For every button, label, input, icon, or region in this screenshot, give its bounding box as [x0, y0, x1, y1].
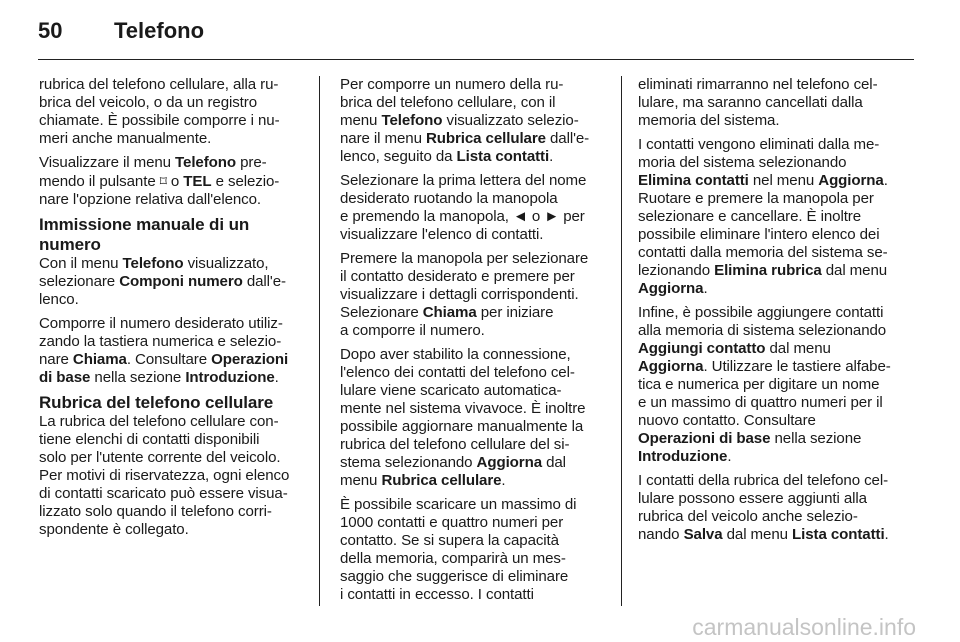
text-line: Introduzione. [638, 448, 732, 465]
text-line: 1000 contatti e quattro numeri per [340, 514, 564, 531]
text-line: chiamate. È possibile comporre i nu- [39, 112, 280, 129]
text-line: brica del telefono cellulare, con il [340, 94, 556, 111]
text-line: nare il menu Rubrica cellulare dall'e- [340, 130, 590, 147]
section-heading: Immissione manuale di un numero [39, 215, 250, 254]
column-3 [638, 76, 913, 550]
text-line: Selezionare Chiama per iniziare [340, 304, 554, 321]
text-line: Ruotare e premere la manopola per [638, 190, 874, 207]
watermark: carmanualsonline.info [692, 614, 916, 640]
text-line: Visualizzare il menu Telefono pre- [39, 154, 267, 171]
text-line: Con il menu Telefono visualizzato, [39, 255, 269, 272]
text-line: lezionando Elimina rubrica dal menu [638, 262, 888, 279]
text-line: rubrica del telefono cellulare, alla ru- [39, 76, 279, 93]
text-line: lenco, seguito da Lista contatti. [340, 148, 554, 165]
text-line: selezionare e cancellare. È inoltre [638, 208, 862, 225]
text-line: mente nel sistema vivavoce. È inoltre [340, 400, 586, 417]
text-line: Infine, è possibile aggiungere contatti [638, 304, 884, 321]
text-line: nare Chiama. Consultare Operazioni [39, 351, 289, 368]
paragraph [340, 346, 610, 490]
column-1 [39, 76, 309, 545]
text-line: La rubrica del telefono cellulare con- [39, 413, 279, 430]
text-line: e premendo la manopola, ◄ o ► per [340, 208, 585, 225]
text-line: zando la tastiera numerica e selezio- [39, 333, 282, 350]
text-line: saggio che suggerisce di eliminare [340, 568, 569, 585]
paragraph [638, 472, 913, 544]
column-divider [319, 76, 320, 606]
text-line: rubrica del telefono cellulare del si- [340, 436, 570, 453]
text-line: mendo il pulsante ⌑ o TEL e selezio- [39, 173, 280, 190]
text-line: e un massimo di quattro numeri per il [638, 394, 883, 411]
paragraph [39, 413, 309, 539]
text-line: i contatti in eccesso. I contatti [340, 586, 534, 603]
text-line: Dopo aver stabilito la connessione, [340, 346, 571, 363]
paragraph [638, 304, 913, 466]
paragraph [340, 250, 610, 340]
text-line: Operazioni di base nella sezione [638, 430, 862, 447]
text-line: contatto. Se si supera la capacità [340, 532, 559, 549]
paragraph [638, 76, 913, 130]
text-line: I contatti della rubrica del telefono cel- [638, 472, 889, 489]
column-2 [340, 76, 610, 610]
text-line: Premere la manopola per selezionare [340, 250, 589, 267]
text-line: possibile eliminare l'intero elenco dei [638, 226, 880, 243]
text-line: possibile aggiornare manualmente la [340, 418, 584, 435]
text-line: memoria del sistema. [638, 112, 780, 129]
text-line: desiderato ruotando la manopola [340, 190, 558, 207]
text-line: Selezionare la prima lettera del nome [340, 172, 587, 189]
text-line: lizzato solo quando il telefono corri- [39, 503, 272, 520]
page-title: Telefono [114, 18, 205, 43]
text-line: eliminati rimarranno nel telefono cel- [638, 76, 878, 93]
text-line: Elimina contatti nel menu Aggiorna. [638, 172, 888, 189]
text-line: tiene elenchi di contatti disponibili [39, 431, 260, 448]
button-term: TEL [183, 173, 212, 190]
text-line: moria del sistema selezionando [638, 154, 847, 171]
paragraph [39, 76, 309, 148]
text-line: a comporre il numero. [340, 322, 485, 339]
text-line: lenco. [39, 291, 79, 308]
paragraph [39, 255, 309, 309]
text-line: alla memoria di sistema selezionando [638, 322, 887, 339]
text-line: menu Rubrica cellulare. [340, 472, 506, 489]
paragraph [39, 154, 309, 209]
text-line: nare l'opzione relativa dall'elenco. [39, 191, 262, 208]
text-line: Per motivi di riservatezza, ogni elenco [39, 467, 290, 484]
text-line: menu Telefono visualizzato selezio- [340, 112, 579, 129]
text-line: lulare viene scaricato automatica- [340, 382, 562, 399]
text-line: Aggiorna. [638, 280, 708, 297]
text-line: spondente è collegato. [39, 521, 189, 538]
section-heading: Rubrica del telefono cellulare [39, 393, 274, 412]
text-line: lulare, ma saranno cancellati dalla [638, 94, 863, 111]
text-line: stema selezionando Aggiorna dal [340, 454, 566, 471]
text-line: meri anche manualmente. [39, 130, 212, 147]
text-line: della memoria, comparirà un mes- [340, 550, 566, 567]
paragraph [340, 172, 610, 244]
column-divider [621, 76, 622, 606]
paragraph [638, 136, 913, 298]
text-line: contatti dalla memoria del sistema se- [638, 244, 888, 261]
paragraph [340, 76, 610, 166]
text-line: tica e numerica per digitare un nome [638, 376, 880, 393]
page-number: 50 [38, 18, 63, 43]
text-line: Comporre il numero desiderato utiliz- [39, 315, 283, 332]
menu-term: Telefono [175, 154, 237, 171]
text-line: solo per l'utente corrente del veicolo. [39, 449, 281, 466]
text-line: nando Salva dal menu Lista contatti. [638, 526, 889, 543]
text-line: di contatti scaricato può essere visua- [39, 485, 288, 502]
text-line: visualizzare i dettagli corrispondenti. [340, 286, 579, 303]
text-line: brica del veicolo, o da un registro [39, 94, 257, 111]
text-line: lulare possono essere aggiunti alla [638, 490, 867, 507]
text-line: I contatti vengono eliminati dalla me- [638, 136, 880, 153]
header-rule [38, 59, 914, 60]
paragraph [39, 315, 309, 387]
text-line: Aggiungi contatto dal menu [638, 340, 831, 357]
text-line: il contatto desiderato e premere per [340, 268, 575, 285]
text-line: Aggiorna. Utilizzare le tastiere alfabe- [638, 358, 891, 375]
text-line: di base nella sezione Introduzione. [39, 369, 279, 386]
text-line: Per comporre un numero della ru- [340, 76, 564, 93]
text-line: visualizzare l'elenco di contatti. [340, 226, 544, 243]
text-line: selezionare Componi numero dall'e- [39, 273, 286, 290]
text-line: l'elenco dei contatti del telefono cel- [340, 364, 575, 381]
text-line: rubrica del veicolo anche selezio- [638, 508, 858, 525]
paragraph [340, 496, 610, 604]
text-line: nuovo contatto. Consultare [638, 412, 816, 429]
phone-button-icon: ⌑ [159, 173, 167, 189]
text-line: È possibile scaricare un massimo di [340, 496, 577, 513]
